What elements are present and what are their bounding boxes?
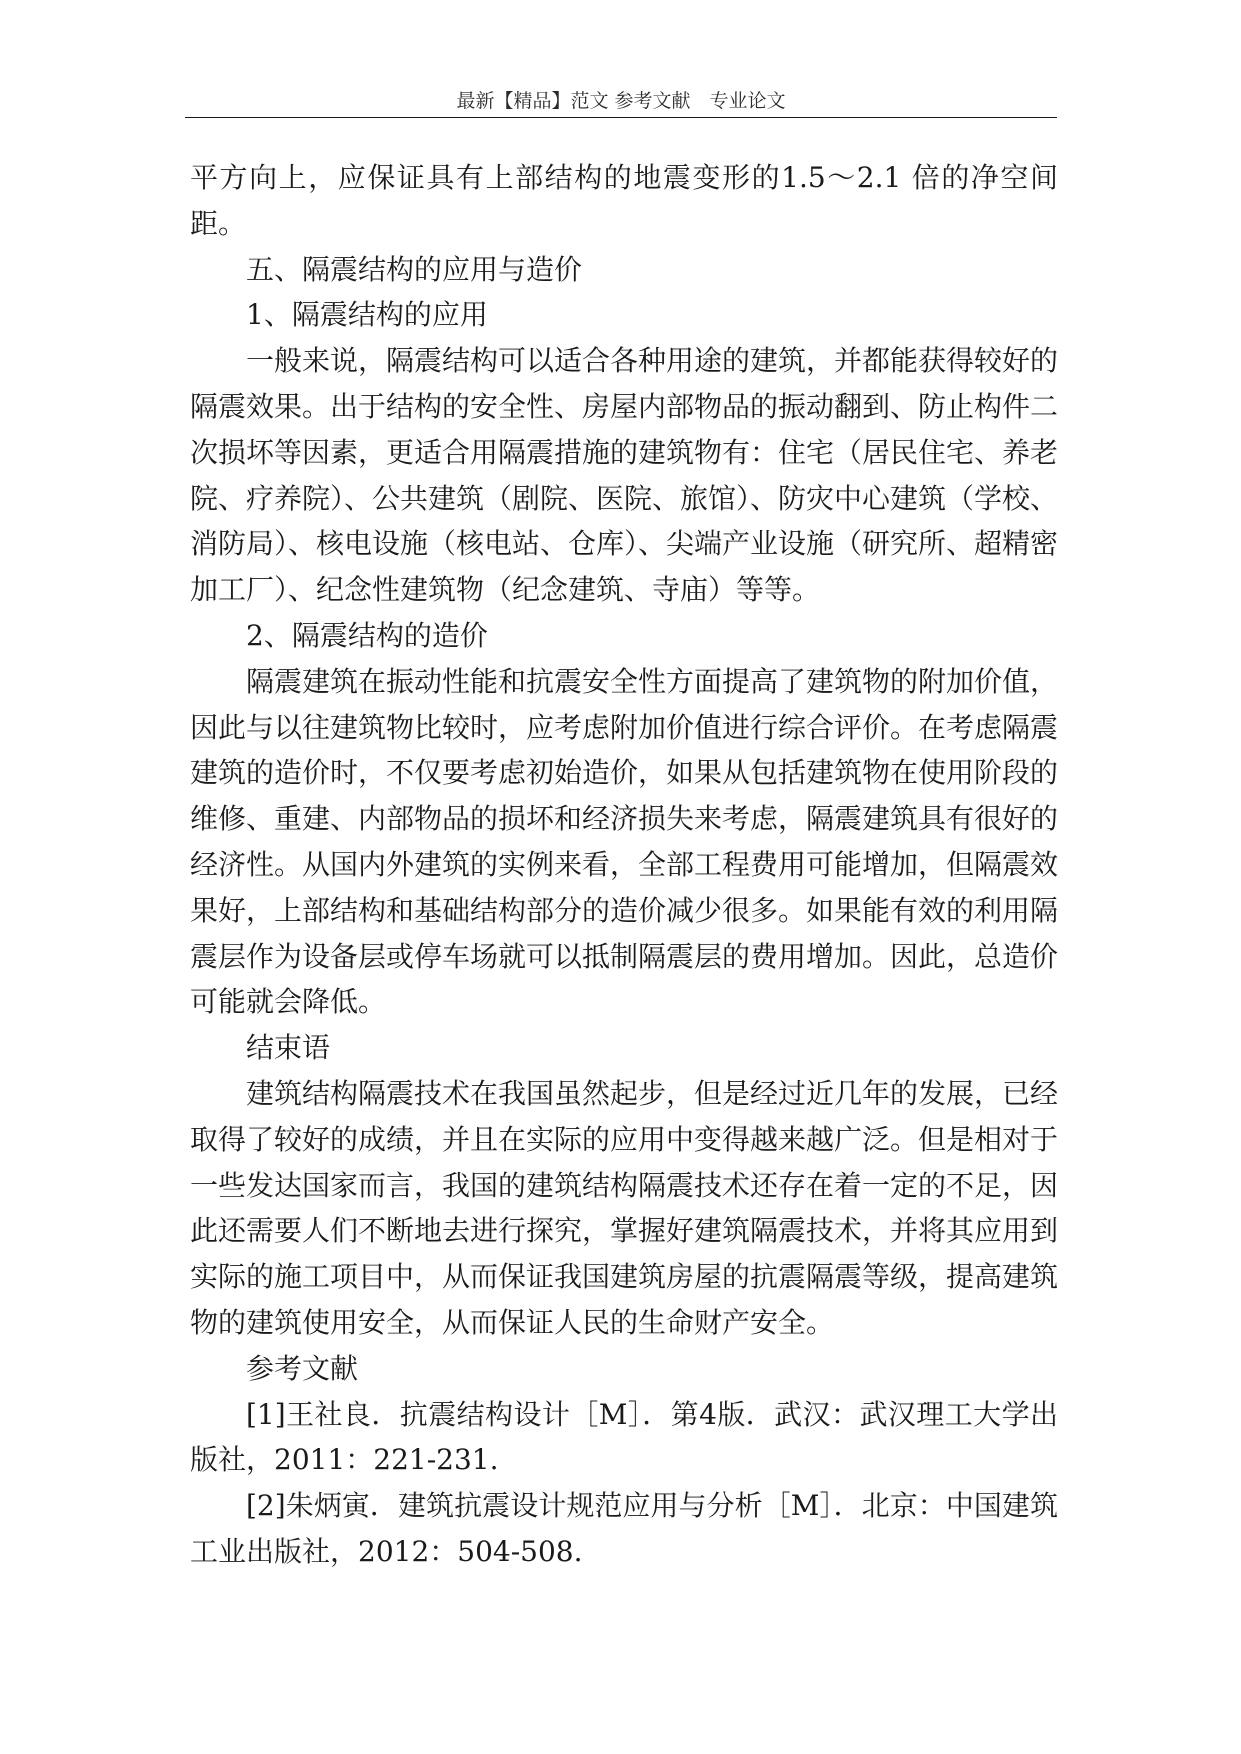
reference-item-2: [2]朱炳寅．建筑抗震设计规范应用与分析［M］．北京：中国建筑工业出版社，2012：504-508.	[190, 1489, 1058, 1568]
document-body	[190, 155, 1058, 1575]
subsection-heading-application: 1、隔震结构的应用	[246, 298, 488, 332]
paragraph-cost: 隔震建筑在振动性能和抗震安全性方面提高了建筑物的附加价值，因此与以往建筑物比较时，应考虑附加价值进行综合评价。在考虑隔震建筑的造价时，不仅要考虑初始造价，如果从包括建筑物在使用阶段的维修、重建、内部物品的损坏和经济损失来考虑，隔震建筑具有很好的经济性。从国内外建筑的实例来看，全部工程费用可能增加，但隔震效果好，上部结构和基础结构部分的造价减少很多。如果能有效的利用隔震层作为设备层或停车场就可以抵制隔震层的费用增加。因此，总造价可能就会降低。	[190, 664, 1059, 1019]
reference-item-1: [1]王社良．抗震结构设计［M］．第4版．武汉：武汉理工大学出版社，2011：221-231.	[190, 1397, 1058, 1477]
paragraph-application: 一般来说，隔震结构可以适合各种用途的建筑，并都能获得较好的隔震效果。出于结构的安全性、房屋内部物品的振动翻到、防止构件二次损坏等因素，更适合用隔震措施的建筑物有：住宅（居民住宅、养老院、疗养院）、公共建筑（剧院、医院、旅馆）、防灾中心建筑（学校、消防局）、核电设施（核电站、仓库）、尖端产业设施（研究所、超精密加工厂）、纪念性建筑物（纪念建筑、寺庙）等等。	[190, 344, 1059, 607]
references-heading: 参考文献	[246, 1351, 359, 1385]
paragraph-conclusion: 建筑结构隔震技术在我国虽然起步，但是经过近几年的发展，已经取得了较好的成绩，并且在实际的应用中变得越来越广泛。但是相对于一些发达国家而言，我国的建筑结构隔震技术还存在着一定的不足，因此还需要人们不断地去进行探究，掌握好建筑隔震技术，并将其应用到实际的施工项目中，从而保证我国建筑房屋的抗震隔震等级，提高建筑物的建筑使用安全，从而保证人民的生命财产安全。	[190, 1076, 1059, 1339]
subsection-heading-cost: 2、隔震结构的造价	[246, 618, 488, 652]
section-heading-5: 五、隔震结构的应用与造价	[246, 252, 583, 286]
conclusion-heading: 结束语	[246, 1031, 331, 1065]
paragraph-continuation: 平方向上，应保证具有上部结构的地震变形的1.5～2.1 倍的净空间距。	[190, 161, 1058, 240]
header-divider	[185, 117, 1057, 118]
page-header: 最新【精品】范文 参考文献 专业论文	[456, 90, 786, 112]
